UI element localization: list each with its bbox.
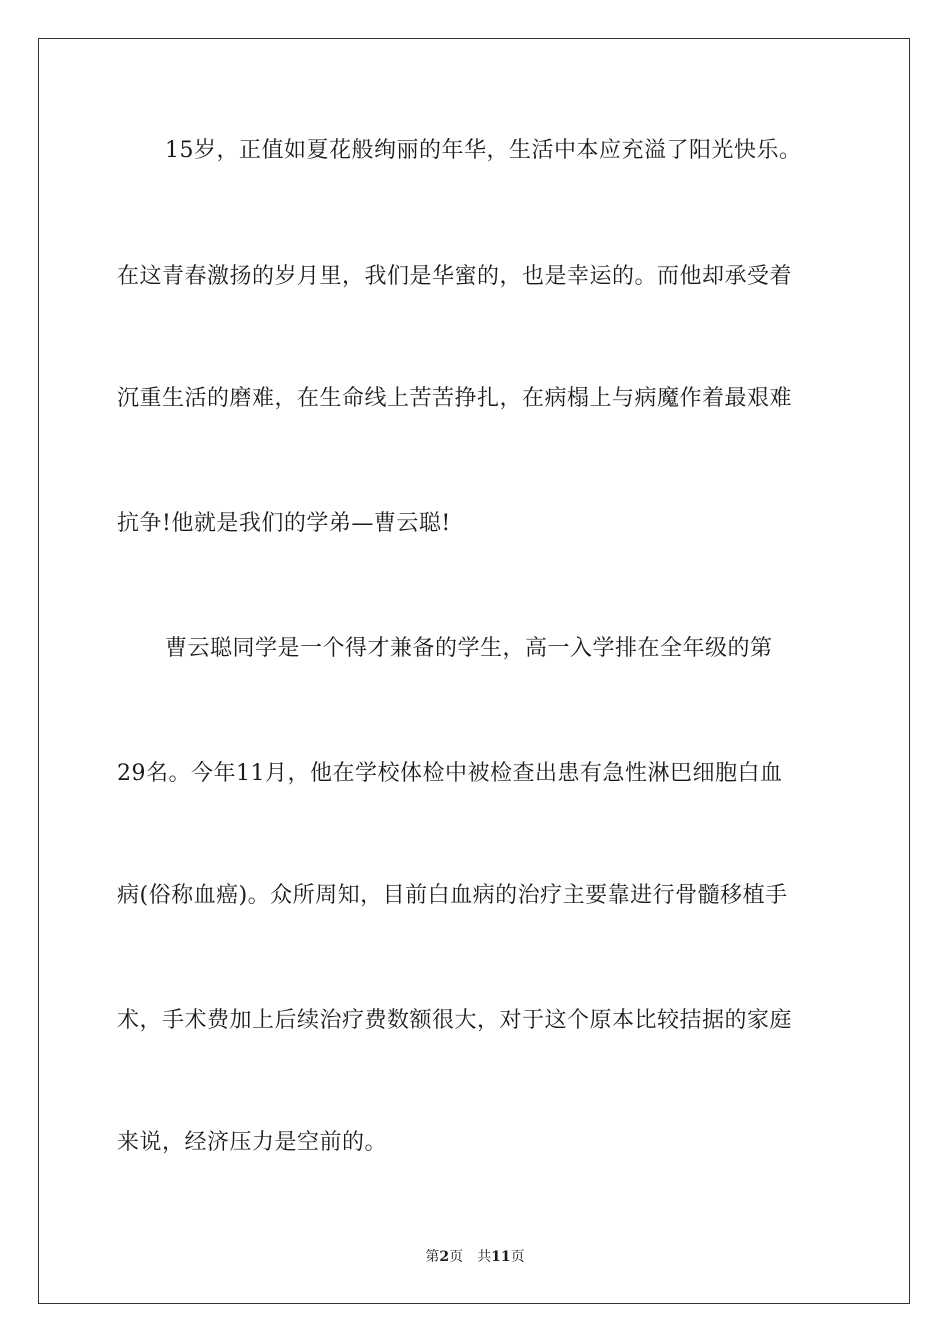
page-number: 2 (439, 1249, 450, 1265)
paragraph-2-line-3: 病(俗称血癌)。众所周知，目前白血病的治疗主要靠进行骨髓移植手 (117, 883, 788, 908)
paragraph-2-line-4: 术，手术费加上后续治疗费数额很大，对于这个原本比较拮据的家庭 (117, 1008, 793, 1033)
paragraph-2-line-1: 曹云聪同学是一个得才兼备的学生，高一入学排在全年级的第 (165, 636, 773, 661)
page-prefix: 第 (425, 1249, 440, 1265)
page-footer (0, 1248, 950, 1266)
paragraph-2-line-5: 来说，经济压力是空前的。 (117, 1130, 388, 1155)
total-prefix: 共 (477, 1249, 492, 1265)
paragraph-1-line-4: 抗争!他就是我们的学弟—曹云聪! (117, 511, 451, 536)
paragraph-1-line-3: 沉重生活的磨难，在生命线上苦苦挣扎，在病榻上与病魔作着最艰难 (117, 386, 793, 411)
page-suffix: 页 (449, 1249, 464, 1265)
total-pages: 11 (491, 1249, 511, 1265)
paragraph-2-line-2: 29名。今年11月，他在学校体检中被检查出患有急性淋巴细胞白血 (117, 761, 783, 786)
paragraph-1-line-2: 在这青春激扬的岁月里，我们是华蜜的，也是幸运的。而他却承受着 (117, 264, 793, 289)
page-border (38, 38, 910, 1304)
total-suffix: 页 (510, 1249, 525, 1265)
paragraph-1-line-1: 15岁，正值如夏花般绚丽的年华，生活中本应充溢了阳光快乐。 (165, 138, 802, 163)
